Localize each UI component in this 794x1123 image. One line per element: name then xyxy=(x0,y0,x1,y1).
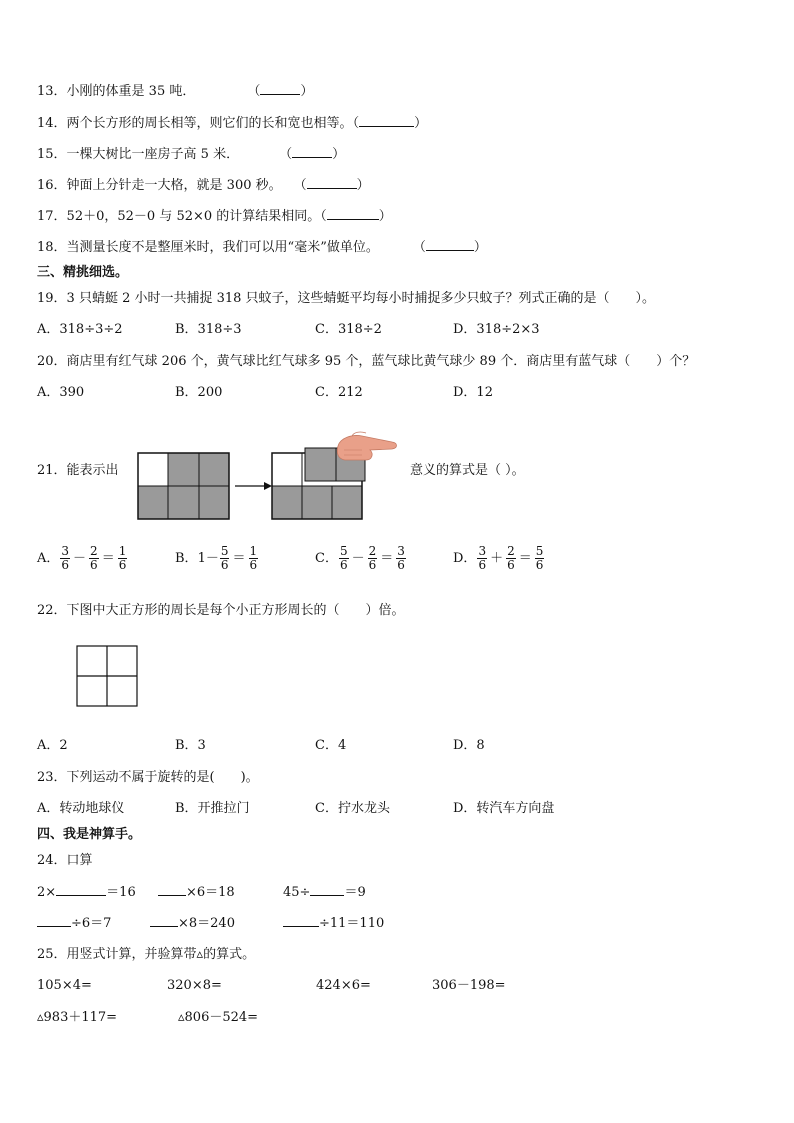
question-20: 20．商店里有红气球 206 个，黄气球比红气球多 95 个，蓝气球比黄气球少 89 个．商店里有蓝气球（ ）个？ xyxy=(37,354,696,369)
square-grid-figure xyxy=(76,645,139,708)
grid-cell-white xyxy=(138,453,168,486)
vertical-calc-3: 424×6= xyxy=(316,978,371,993)
mental-calc-2: ×6＝18 xyxy=(158,883,235,902)
answer-blank[interactable] xyxy=(292,145,332,158)
section-3-heading: 三、精挑细选。 xyxy=(37,265,129,280)
question-21-prefix: 21．能表示出 xyxy=(37,463,119,478)
q21-option-d[interactable]: D． $\frac{3}{6}$ ＋ $\frac{2}{6}$ ＝ $\frac{5}{6}$ xyxy=(453,544,544,572)
q21-option-c[interactable]: C． $\frac{5}{6}$ － $\frac{2}{6}$ ＝ $\frac{3}{6}$ xyxy=(315,544,405,572)
q23-option-b[interactable]: B．开推拉门 xyxy=(175,801,250,816)
question-23: 23．下列运动不属于旋转的是( )。 xyxy=(37,770,259,785)
question-17: 17．52＋0，52－0 与 52×0 的计算结果相同。（ ） xyxy=(37,209,392,224)
q20-option-d[interactable]: D．12 xyxy=(453,385,493,400)
mental-calc-3: 45÷ ＝9 xyxy=(283,885,366,900)
grid-cell-gray xyxy=(138,486,168,519)
answer-blank[interactable] xyxy=(307,176,357,189)
grid-cell-gray xyxy=(168,453,199,486)
grid-cell-gray xyxy=(168,486,199,519)
q23-option-d[interactable]: D．转汽车方向盘 xyxy=(453,801,555,816)
answer-blank[interactable] xyxy=(426,238,474,251)
q23-option-c[interactable]: C．拧水龙头 xyxy=(315,801,390,816)
grid-cell-gray xyxy=(199,486,229,519)
q19-option-d[interactable]: D．318÷2×3 xyxy=(453,322,540,337)
q22-option-a[interactable]: A．2 xyxy=(37,738,68,753)
mental-calc-4: ÷6＝7 xyxy=(37,914,111,933)
answer-blank[interactable] xyxy=(327,207,379,220)
answer-blank[interactable] xyxy=(260,82,300,95)
q19-option-c[interactable]: C．318÷2 xyxy=(315,322,382,337)
vertical-calc-1: 105×4= xyxy=(37,978,92,993)
question-16: 16．钟面上分针走一大格，就是 300 秒。 （ ） xyxy=(37,178,370,193)
question-19: 19．3 只蜻蜓 2 小时一共捕捉 318 只蚊子，这些蜻蜓平均每小时捕捉多少只蚊子？列式正确的是（ ）。 xyxy=(37,291,656,306)
question-18: 18．当测量长度不是整厘米时，我们可以用“毫米”做单位。 （ ） xyxy=(37,240,487,255)
question-24: 24．口算 xyxy=(37,853,93,868)
question-13: 13．小刚的体重是 35 吨． （ ） xyxy=(37,84,314,99)
fraction-diagram xyxy=(130,428,405,523)
q19-option-b[interactable]: B．318÷3 xyxy=(175,322,242,337)
question-15: 15．一棵大树比一座房子高 5 米． （ ） xyxy=(37,147,346,162)
q19-option-a[interactable]: A．318÷3÷2 xyxy=(37,322,123,337)
hand-icon xyxy=(337,432,396,460)
question-21-suffix: 意义的算式是（ ）。 xyxy=(410,463,525,478)
question-14: 14．两个长方形的周长相等，则它们的长和宽也相等。（ ） xyxy=(37,116,428,131)
q23-option-a[interactable]: A．转动地球仪 xyxy=(37,801,125,816)
mental-calc-1: 2× ＝16 xyxy=(37,885,136,900)
q22-option-c[interactable]: C．4 xyxy=(315,738,347,753)
vertical-calc-5: ▵983＋117= xyxy=(37,1010,118,1025)
q22-option-d[interactable]: D．8 xyxy=(453,738,485,753)
section-4-heading: 四、我是神算手。 xyxy=(37,827,142,842)
question-22: 22．下图中大正方形的周长是每个小正方形周长的（ ）倍。 xyxy=(37,603,405,618)
q20-option-c[interactable]: C．212 xyxy=(315,385,363,400)
mental-calc-6: ÷11＝110 xyxy=(283,914,384,933)
vertical-calc-6: ▵806－524= xyxy=(178,1010,259,1025)
answer-blank[interactable] xyxy=(359,114,414,127)
q20-option-a[interactable]: A．390 xyxy=(37,385,85,400)
q20-option-b[interactable]: B．200 xyxy=(175,385,223,400)
q22-option-b[interactable]: B．3 xyxy=(175,738,206,753)
q21-option-a[interactable]: A． $\frac{3}{6}$ － $\frac{2}{6}$ ＝ $\frac{1}{6}$ xyxy=(37,544,127,572)
vertical-calc-2: 320×8= xyxy=(167,978,222,993)
mental-calc-5: ×8＝240 xyxy=(150,914,235,933)
question-25: 25．用竖式计算，并验算带▵的算式。 xyxy=(37,947,256,962)
vertical-calc-4: 306－198= xyxy=(432,978,506,993)
grid-cell-gray xyxy=(199,453,229,486)
q21-option-b[interactable]: B． 1－ $\frac{5}{6}$ ＝ $\frac{1}{6}$ xyxy=(175,544,258,572)
moving-piece xyxy=(305,448,336,481)
